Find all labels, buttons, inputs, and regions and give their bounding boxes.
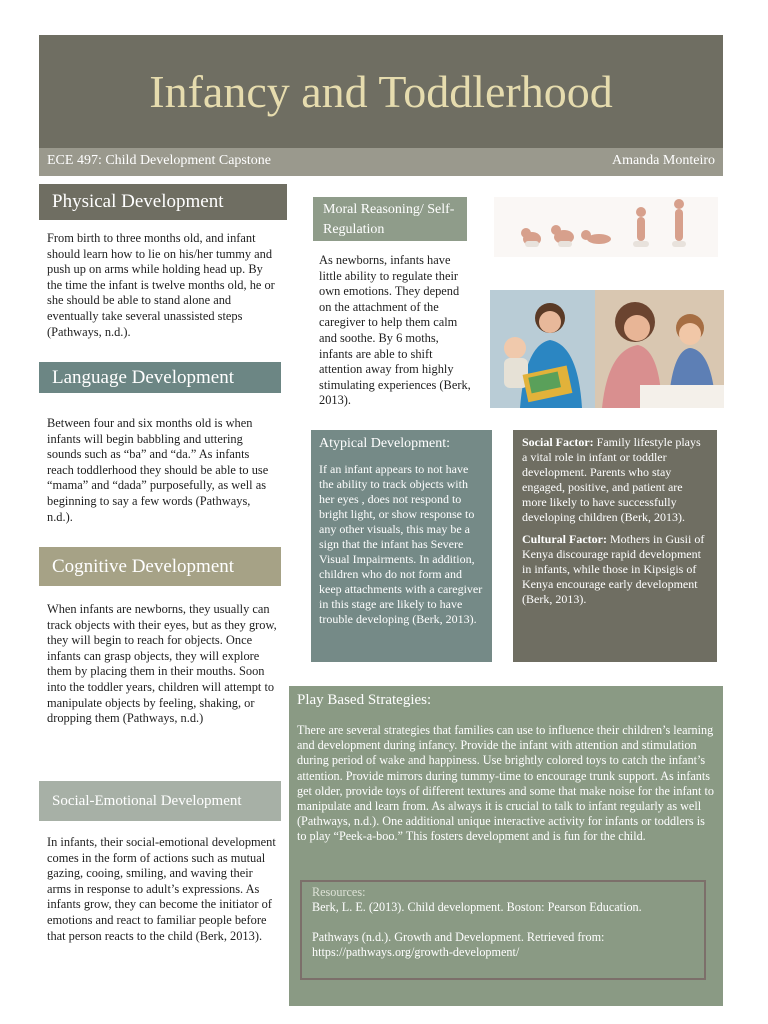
infant-growth-stages-image bbox=[494, 197, 718, 257]
moral-text: As newborns, infants have little ability to regulate their own emotions. They depend on the attachment of the caregiver to help them calm and soothe. By 6 moths, infants are able to shift attention away from highly stimulating experiences (Berk, 2013). bbox=[319, 253, 471, 408]
course-label: ECE 497: Child Development Capstone bbox=[47, 153, 271, 168]
page-title: Infancy and Toddlerhood bbox=[149, 66, 613, 117]
cognitive-heading: Cognitive Development bbox=[39, 547, 281, 586]
subtitle-bar bbox=[39, 148, 723, 176]
cognitive-text: When infants are newborns, they usually can track objects with their eyes, but as they grow, they will begin to reach for objects. Once infants can grasp objects, they will explore them by placing them in their mouths. Soon into the toddler years, children will attempt to manipulate objects by feeling, shaking, or dropping them (Pathways, n.d.) bbox=[47, 602, 277, 726]
social-factor-text: Family lifestyle plays a vital role in infant or toddler development. Parents who stay engaged, positive, and patient are more likely to have successfully developing children (Berk, 2013). bbox=[522, 435, 701, 524]
physical-heading: Physical Development bbox=[39, 184, 287, 220]
atypical-development-box bbox=[311, 430, 492, 662]
author-name: Amanda Monteiro bbox=[611, 153, 715, 168]
atypical-heading: Atypical Development: bbox=[319, 436, 451, 451]
physical-text: From birth to three months old, and infant should learn how to lie on his/her tummy and push up on arms while holding head up. By the time the infant is twelve months old, he or she should be able to stand alone and eventually take several unassisted steps (Pathways, n.d.). bbox=[47, 231, 275, 339]
reference-pathways: Pathways (n.d.). Growth and Development. Retrieved from: https://pathways.org/growth-development/ bbox=[312, 930, 605, 959]
resources-heading: Resources: bbox=[312, 885, 366, 899]
title-banner bbox=[39, 35, 723, 148]
social-factor-paragraph bbox=[522, 435, 708, 525]
social-factor-label: Social Factor: bbox=[522, 435, 594, 449]
resources-box bbox=[300, 880, 706, 980]
play-heading: Play Based Strategies: bbox=[297, 692, 432, 708]
play-text: There are several strategies that families can use to influence their children’s learning and development during infancy. Provide the infant with attention and stimulation during period of wake and happiness. Use brightly colored toys to catch the infant’s attention. Provide mirrors during tummy-time to encourage trunk support. As infants get older, provide toys of different textures and some that make noise for the infant to manipulate and learn from. As always it is crucial to talk to infant regularly as well (Pathways, n.d.). One additional unique interactive activity for infants or toddlers is to play “Peek-a-boo.” This fosters development and is fun for the child. bbox=[297, 723, 714, 844]
factors-box bbox=[513, 430, 717, 662]
language-text: Between four and six months old is when infants will begin babbling and uttering sounds such as “ba” and “da.” As infants reach toddlerhood they should be able to use “mama” and “dada” purposefully, as well as beginning to say a few words (Pathways, n.d.). bbox=[47, 416, 269, 524]
atypical-text: If an infant appears to not have the ability to track objects with her eyes , does not respond to bright light, or show response to any other visuals, this may be a sign that the infant has Severe Visual Impairments. In addition, children who do not form and keep attachments with a caregiver in this stage are likely to have trouble developing (Berk, 2013). bbox=[319, 462, 483, 626]
moral-heading: Moral Reasoning/ Self-Regulation bbox=[313, 197, 467, 241]
social-emotional-heading: Social-Emotional Development bbox=[39, 781, 281, 821]
cultural-factor-text: Mothers in Gusii of Kenya discourage rapid development in infants, while those in Kipsigis of Kenya encourage early development (Berk, 2013). bbox=[522, 532, 705, 606]
mother-reading-photo bbox=[490, 290, 724, 408]
language-heading: Language Development bbox=[39, 362, 281, 393]
cultural-factor-paragraph bbox=[522, 532, 708, 607]
cultural-factor-label: Cultural Factor: bbox=[522, 532, 607, 546]
reference-berk: Berk, L. E. (2013). Child development. Boston: Pearson Education. bbox=[312, 900, 642, 914]
social-emotional-text: In infants, their social-emotional development comes in the form of actions such as mutual gazing, cooing, smiling, and waving their arms in response to adult’s expressions. As infants grow, they can become the initiator of emotions and react to familiar people before that person reacts to the child (Berk, 2013). bbox=[47, 835, 276, 943]
